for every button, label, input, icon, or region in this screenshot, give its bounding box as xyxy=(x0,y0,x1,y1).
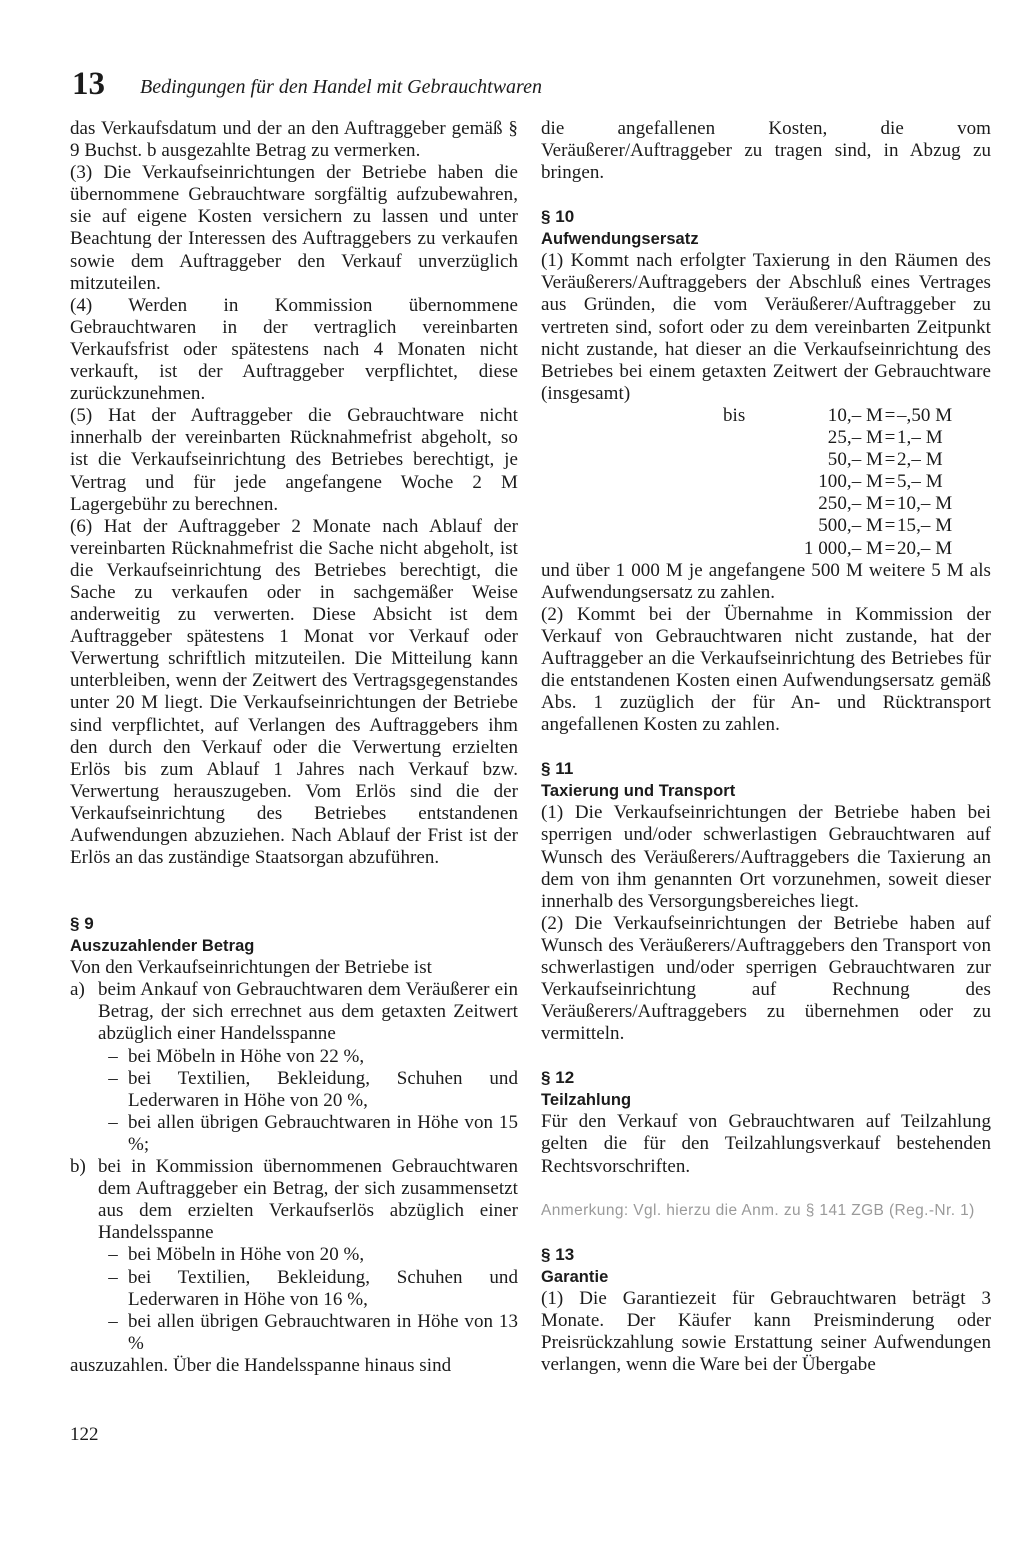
section-11 xyxy=(541,758,991,1045)
paragraph-8-3: (3) Die Verkaufseinrichtungen der Betriebe haben die übernommene Gebrauchtware sorgfältig aufzubewahren, sie auf eigene Kosten versichern zu lassen und unter Beachtung der Interessen des Auftraggebers zu verkaufen sowie dem Auftraggeber den Verkauf unverzüglich mitzuteilen. xyxy=(70,162,518,294)
section-12 xyxy=(541,1067,991,1221)
fee-row xyxy=(723,427,963,449)
paragraph-continuation: die angefallenen Kosten, die vom Veräußerer/Auftraggeber zu tragen sind, in Abzug zu bringen. xyxy=(541,118,991,184)
fee-value: 2,– M xyxy=(897,449,943,471)
fee-row xyxy=(723,515,963,537)
fee-amount: 1 000,– M xyxy=(803,537,883,559)
dash-text: bei allen übrigen Gebrauchtwaren in Höhe von 13 % xyxy=(128,1310,518,1354)
dash-item xyxy=(70,1112,518,1156)
fee-equals: = xyxy=(884,493,896,515)
page-number: 122 xyxy=(70,1424,99,1445)
fee-value: 5,– M xyxy=(897,471,943,493)
dash-marker: – xyxy=(108,1111,118,1133)
fee-row xyxy=(723,538,963,560)
chapter-number: 13 xyxy=(72,66,105,102)
fee-amount: 50,– M xyxy=(827,449,883,471)
dash-item xyxy=(70,1244,518,1266)
fee-amount: 500,– M xyxy=(818,515,883,537)
fee-equals: = xyxy=(884,471,896,493)
list-marker: a) xyxy=(70,979,85,1001)
section-number: § 10 xyxy=(541,207,575,227)
right-column xyxy=(541,118,991,1376)
dash-marker: – xyxy=(108,1310,118,1332)
fee-label: bis xyxy=(723,404,746,426)
section-10 xyxy=(541,206,991,736)
paragraph-8-4: (4) Werden in Kommission übernommene Gebrauchtwaren in der vertraglich vereinbarten Verkaufsfrist oder spätestens nach 4 Monaten nicht verkauft, ist der Auftraggeber verpflichtet, diese zurückzunehmen. xyxy=(70,294,518,405)
section-number: § 12 xyxy=(541,1068,575,1088)
section-13 xyxy=(541,1244,991,1376)
section-number: § 9 xyxy=(70,914,94,934)
dash-text: bei allen übrigen Gebrauchtwaren in Höhe von 15 %; xyxy=(128,1111,518,1155)
dash-item xyxy=(70,1267,518,1311)
dash-marker: – xyxy=(108,1045,118,1067)
fee-equals: = xyxy=(884,537,896,559)
fee-equals: = xyxy=(884,515,896,537)
fee-row xyxy=(723,405,963,427)
dash-item xyxy=(70,1068,518,1112)
section-title: Taxierung und Transport xyxy=(541,782,736,801)
dash-marker: – xyxy=(108,1244,118,1266)
dash-marker: – xyxy=(108,1067,118,1089)
fee-amount: 250,– M xyxy=(818,493,883,515)
list-item-b xyxy=(70,1156,518,1244)
dash-text: bei Möbeln in Höhe von 20 %, xyxy=(128,1244,365,1266)
section-title: Aufwendungsersatz xyxy=(541,230,699,249)
paragraph-13-1: (1) Die Garantiezeit für Gebrauchtwaren beträgt 3 Monate. Der Käufer kann Preisminderung oder Preisrückzahlung sowie Erstattung seiner Aufwendungen verlangen, wenn die Ware bei der Übergabe xyxy=(541,1287,991,1375)
running-title: Bedingungen für den Handel mit Gebrauchtwaren xyxy=(140,76,542,98)
fee-amount: 10,– M xyxy=(827,404,883,426)
dash-marker: – xyxy=(108,1266,118,1288)
fee-equals: = xyxy=(884,404,896,426)
paragraph-10-1-after: und über 1 000 M je angefangene 500 M weitere 5 M als Aufwendungsersatz zu zahlen. xyxy=(541,559,991,603)
page-header xyxy=(72,66,972,106)
fee-value: –,50 M xyxy=(897,404,953,426)
dash-text: bei Möbeln in Höhe von 22 %, xyxy=(128,1045,365,1067)
fee-row xyxy=(723,493,963,515)
paragraph-continuation: das Verkaufsdatum und der an den Auftraggeber gemäß § 9 Buchst. b ausgezahlte Betrag zu vermerken. xyxy=(70,118,518,162)
fee-value: 10,– M xyxy=(897,493,953,515)
list-marker: b) xyxy=(70,1156,86,1178)
fee-amount: 100,– M xyxy=(818,471,883,493)
section-9 xyxy=(70,913,518,1377)
fee-row xyxy=(723,449,963,471)
dash-item xyxy=(70,1046,518,1068)
section-intro: Von den Verkaufseinrichtungen der Betriebe ist xyxy=(70,957,432,979)
paragraph-10-2: (2) Kommt bei der Übernahme in Kommission der Verkauf von Gebrauchtwaren nicht zustande, hat der Auftraggeber an die Verkaufseinrichtung des Betriebes für die entstandenen Kosten einen Aufwendungsersatz gemäß Abs. 1 zuzüglich der für An- und Rücktransport angefallenen Kosten zu zahlen. xyxy=(541,603,991,736)
fee-value: 15,– M xyxy=(897,515,953,537)
list-text: bei in Kommission übernommenen Gebrauchtwaren dem Auftraggeber ein Betrag, der sich zusammensetzt aus dem erzielten Verkaufserlös abzüglich einer Handelsspanne xyxy=(98,1156,518,1244)
fee-equals: = xyxy=(884,427,896,449)
section-title: Auszuzahlender Betrag xyxy=(70,937,255,956)
dash-text: bei Textilien, Bekleidung, Schuhen und Lederwaren in Höhe von 16 %, xyxy=(128,1266,518,1310)
list-text: beim Ankauf von Gebrauchtwaren dem Veräußerer ein Betrag, der sich errechnet aus dem getaxten Zeitwert abzüglich einer Handelsspanne xyxy=(98,979,518,1045)
section-number: § 13 xyxy=(541,1244,575,1264)
section-title: Teilzahlung xyxy=(541,1091,632,1110)
fee-value: 20,– M xyxy=(897,537,953,559)
dash-text: bei Textilien, Bekleidung, Schuhen und Lederwaren in Höhe von 20 %, xyxy=(128,1067,518,1111)
paragraph-8-6: (6) Hat der Auftraggeber 2 Monate nach Ablauf der vereinbarten Rücknahmefrist die Sache nicht abgeholt, ist die Verkaufseinrichtung des Betriebes berechtigt, die Sache zu verkaufen oder in sachgemäßer Weise anderweitig zu verwerten. Diese Absicht ist dem Auftraggeber spätestens 1 Monat vor Verkauf oder Verwertung schriftlich mitzuteilen. Die Mitteilung kann unterbleiben, wenn der Zeitwert des Vertragsgegenstandes unter 20 M liegt. Die Verkaufseinrichtungen der Betriebe sind verpflichtet, auf Verlangen des Auftraggebers ihm den durch den Verkauf oder die Verwertung erzielten Erlös bis zum Ablauf 1 Jahres nach Verkauf bzw. Verwertung herauszugeben. Vom Erlös sind die der Verkaufseinrichtung des Betriebes entstandenen Aufwendungen abzuziehen. Nach Ablauf der Frist ist der Erlös an das zuständige Staatsorgan abzuführen. xyxy=(70,515,518,869)
fee-row xyxy=(723,471,963,493)
paragraph-11-1: (1) Die Verkaufseinrichtungen der Betriebe haben bei sperrigen und/oder schwerlastigen Gebrauchtwaren auf Wunsch des Veräußerers/Auftraggebers die Taxierung an dem von ihm genannten Ort vorzunehmen, soweit dieser innerhalb des Versorgungsbereiches liegt. xyxy=(541,802,991,912)
fee-amount: 25,– M xyxy=(827,427,883,449)
paragraph-10-1: (1) Kommt nach erfolgter Taxierung in den Räumen des Veräußerers/Auftraggebers der Abschluß eines Vertrages aus Gründen, die vom Veräußerer/Auftraggeber zu vertreten sind, sofort oder zu dem vereinbarten Zeitpunkt nicht zustande, hat dieser an die Verkaufseinrichtung des Betriebes bei einem getaxten Zeitwert der Gebrauchtware (insgesamt) xyxy=(541,250,991,404)
paragraph-12: Für den Verkauf von Gebrauchtwaren auf Teilzahlung gelten die für den Teilzahlungsverkauf bestehenden Rechtsvorschriften. xyxy=(541,1111,991,1177)
paragraph-11-2: (2) Die Verkaufseinrichtungen der Betriebe haben auf Wunsch des Veräußerers/Auftraggebers den Transport von schwerlastigen und/oder sperrigen Gebrauchtwaren zur Verkaufseinrichtung auf Rechnung des Veräußerers/Auftraggebers zu übernehmen oder zu vermitteln. xyxy=(541,912,991,1045)
left-column xyxy=(70,118,518,1377)
section-outro: auszuzahlen. Über die Handelsspanne hinaus sind xyxy=(70,1354,452,1376)
dash-item xyxy=(70,1311,518,1355)
fee-table xyxy=(723,405,963,560)
paragraph-8-5: (5) Hat der Auftraggeber die Gebrauchtware nicht innerhalb der vereinbarten Rücknahmefrist abgeholt, so ist die Verkaufseinrichtung des Betriebes berechtigt, je Vertrag und für jede angefangene Woche 2 M Lagergebühr zu berechnen. xyxy=(70,405,518,515)
fee-equals: = xyxy=(884,449,896,471)
section-number: § 11 xyxy=(541,759,574,779)
fee-value: 1,– M xyxy=(897,427,943,449)
list-item-a xyxy=(70,979,518,1045)
annotation-note: Anmerkung: Vgl. hierzu die Anm. zu § 141 ZGB (Reg.-Nr. 1) xyxy=(541,1201,975,1219)
section-title: Garantie xyxy=(541,1267,609,1286)
